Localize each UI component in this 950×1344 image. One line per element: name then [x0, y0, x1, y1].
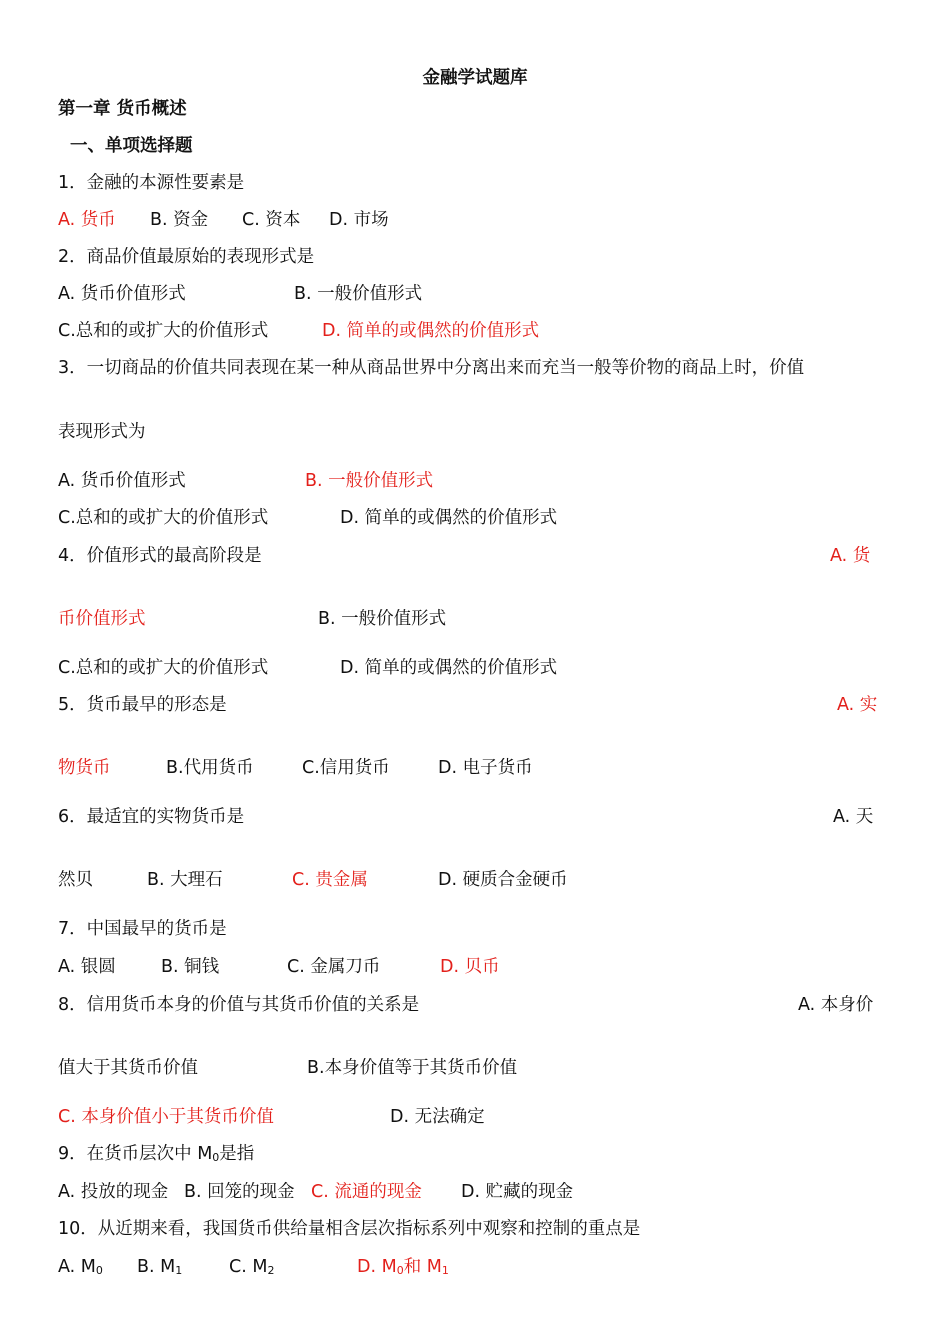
- q10-a-text: A. M: [58, 1257, 96, 1277]
- q10-d-subscript-2: 1: [441, 1264, 449, 1277]
- document-title: 金融学试题库: [422, 68, 528, 88]
- q10-c-subscript: 2: [267, 1264, 275, 1277]
- q4-option-a-answer-part1: A. 货: [830, 546, 871, 566]
- q4-option-b: B. 一般价值形式: [318, 609, 447, 629]
- q10-d-text: D. M: [357, 1257, 397, 1277]
- q1-option-c: C. 资本: [242, 210, 301, 230]
- q9-stem-subscript: 0: [212, 1151, 220, 1164]
- q9-stem-text: 9．在货币层次中 M: [58, 1144, 213, 1164]
- q1-option-b: B. 资金: [150, 210, 209, 230]
- q9-option-d: D. 贮藏的现金: [461, 1182, 574, 1202]
- q2-option-a: A. 货币价值形式: [58, 284, 186, 304]
- q10-option-c: [229, 1255, 274, 1283]
- q8-option-a-part1: A. 本身价: [798, 995, 874, 1015]
- q5-option-d: D. 电子货币: [438, 758, 533, 778]
- q8-option-d: D. 无法确定: [390, 1107, 485, 1127]
- q9-stem-end: 是指: [219, 1144, 255, 1164]
- q9-option-c-answer: C. 流通的现金: [311, 1182, 422, 1202]
- q7-option-b: B. 铜钱: [161, 957, 220, 977]
- q2-option-d-answer: D. 简单的或偶然的价值形式: [322, 321, 540, 341]
- section-heading: 一、单项选择题: [70, 136, 193, 156]
- q3-option-b-answer: B. 一般价值形式: [305, 471, 434, 491]
- q10-d-mid: 和 M: [403, 1257, 442, 1277]
- q6-option-b: B. 大理石: [147, 870, 223, 890]
- q10-option-a: [58, 1255, 103, 1283]
- q9-option-b: B. 回笼的现金: [184, 1182, 295, 1202]
- question-9-stem: [58, 1142, 254, 1170]
- q10-d-subscript: 0: [396, 1264, 404, 1277]
- question-3-stem: 3．一切商品的价值共同表现在某一种从商品世界中分离出来而充当一般等价物的商品上时，价值: [58, 358, 805, 378]
- q7-option-c: C. 金属刀币: [287, 957, 381, 977]
- q10-option-d-answer: [357, 1255, 449, 1283]
- question-6-stem: 6．最适宜的实物货币是: [58, 807, 245, 827]
- q2-option-c: C.总和的或扩大的价值形式: [58, 321, 269, 341]
- question-5-stem: 5．货币最早的形态是: [58, 695, 227, 715]
- q4-option-c: C.总和的或扩大的价值形式: [58, 658, 269, 678]
- q1-option-d: D. 市场: [329, 210, 389, 230]
- q6-option-d: D. 硬质合金硬币: [438, 870, 568, 890]
- q5-option-a-answer-part1: A. 实: [837, 695, 878, 715]
- q5-option-a-answer-part2: 物货币: [58, 758, 111, 778]
- chapter-heading: 第一章 货币概述: [58, 99, 187, 119]
- q8-option-b: B.本身价值等于其货币价值: [307, 1058, 518, 1078]
- q2-option-b: B. 一般价值形式: [294, 284, 423, 304]
- q10-c-text: C. M: [229, 1257, 268, 1277]
- q10-b-text: B. M: [137, 1257, 176, 1277]
- q10-b-subscript: 1: [175, 1264, 183, 1277]
- question-1-stem: 1．金融的本源性要素是: [58, 173, 245, 193]
- q4-option-a-answer-part2: 币价值形式: [58, 609, 146, 629]
- question-3-stem-cont: 表现形式为: [58, 422, 146, 442]
- q10-a-subscript: 0: [95, 1264, 103, 1277]
- q3-option-d: D. 简单的或偶然的价值形式: [340, 508, 558, 528]
- q8-option-c-answer: C. 本身价值小于其货币价值: [58, 1107, 274, 1127]
- q9-option-a: A. 投放的现金: [58, 1182, 169, 1202]
- q7-option-a: A. 银圆: [58, 957, 116, 977]
- q5-option-c: C.信用货币: [302, 758, 390, 778]
- question-8-stem: 8．信用货币本身的价值与其货币价值的关系是: [58, 995, 420, 1015]
- question-2-stem: 2．商品价值最原始的表现形式是: [58, 247, 315, 267]
- q5-option-b: B.代用货币: [166, 758, 254, 778]
- q6-option-a-part1: A. 天: [833, 807, 874, 827]
- question-7-stem: 7．中国最早的货币是: [58, 919, 227, 939]
- q4-option-d: D. 简单的或偶然的价值形式: [340, 658, 558, 678]
- question-10-stem: 10．从近期来看，我国货币供给量相含层次指标系列中观察和控制的重点是: [58, 1219, 641, 1239]
- q6-option-c-answer: C. 贵金属: [292, 870, 368, 890]
- q3-option-a: A. 货币价值形式: [58, 471, 186, 491]
- q3-option-c: C.总和的或扩大的价值形式: [58, 508, 269, 528]
- q10-option-b: [137, 1255, 182, 1283]
- q8-option-a-part2: 值大于其货币价值: [58, 1058, 198, 1078]
- q6-option-a-part2: 然贝: [58, 870, 93, 890]
- question-4-stem: 4．价值形式的最高阶段是: [58, 546, 262, 566]
- q1-option-a-answer: A. 货币: [58, 210, 116, 230]
- q7-option-d-answer: D. 贝币: [440, 957, 500, 977]
